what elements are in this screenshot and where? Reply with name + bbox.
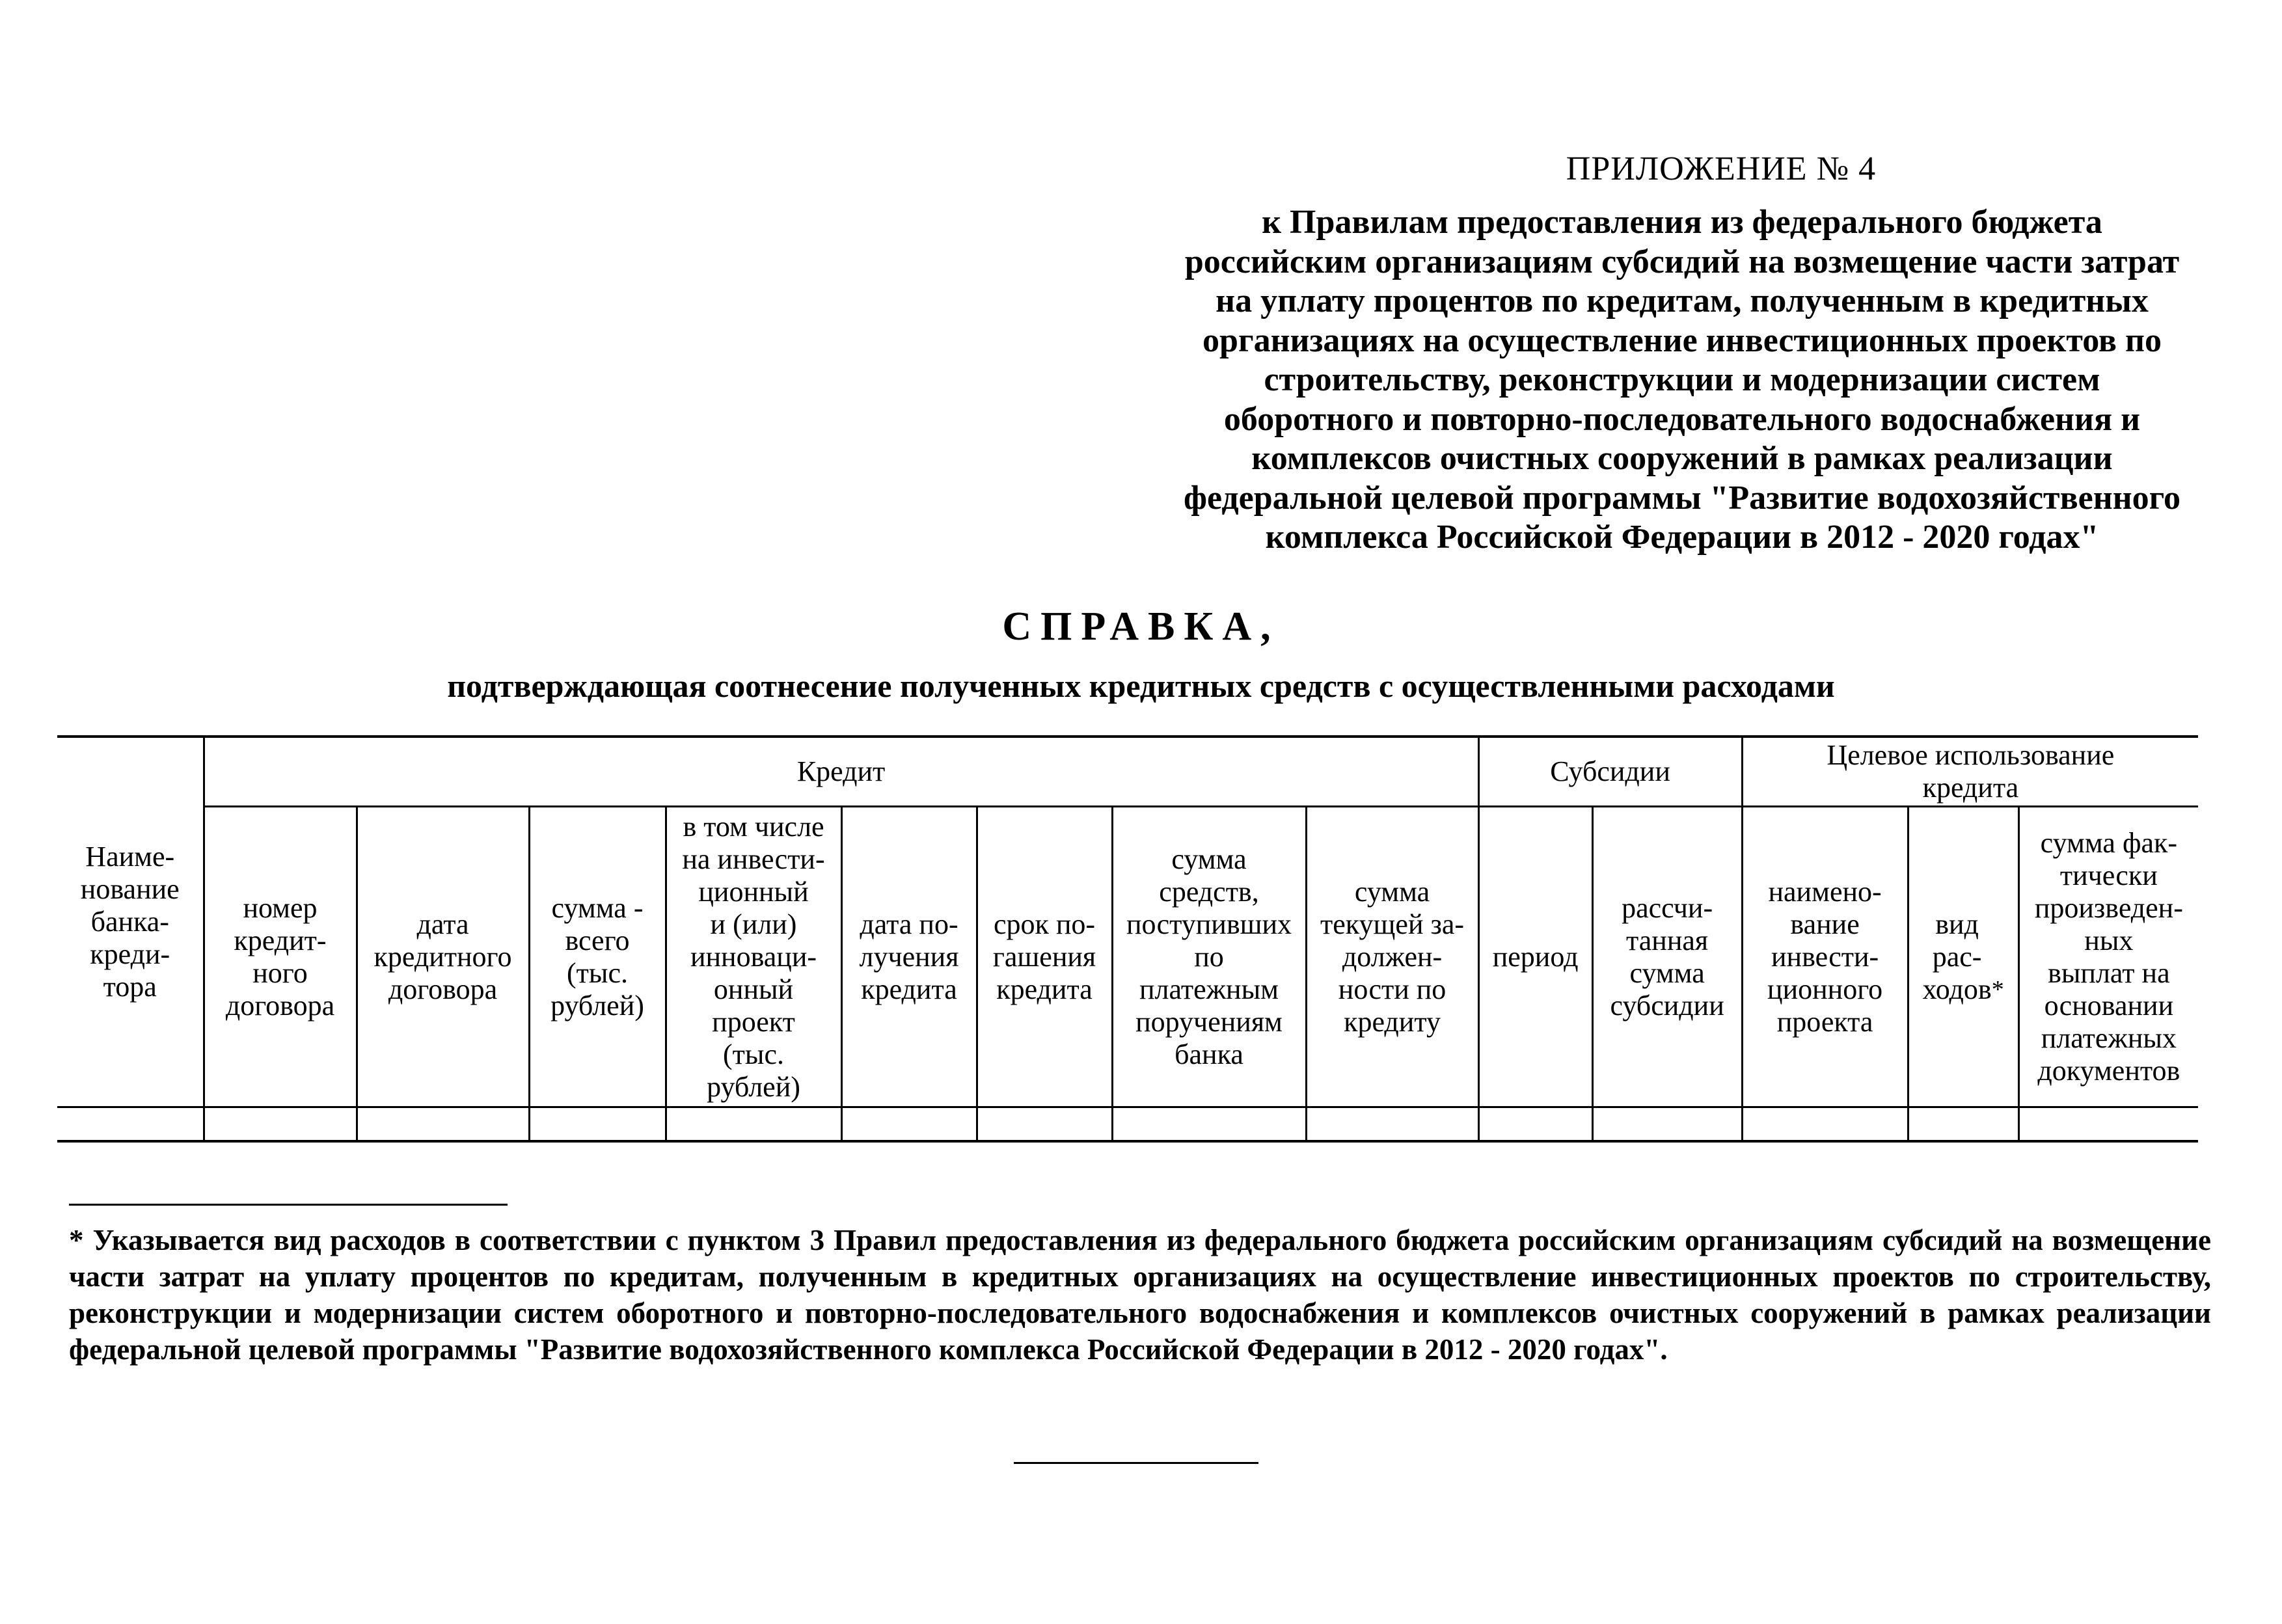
document-title: СПРАВКА, xyxy=(1002,604,1280,649)
header-credit-term xyxy=(977,807,1112,1107)
header-group-subsidy-label: Субсидии xyxy=(1550,755,1670,787)
table-subheader-row xyxy=(57,807,2198,1107)
header-group-usage-label: Целевое использование кредита xyxy=(1827,739,2115,804)
table-cell xyxy=(1908,1107,2018,1142)
header-credit-received-date xyxy=(841,807,977,1107)
table-cell xyxy=(1592,1107,1742,1142)
appendix-line: комплексов очистных сооружений в рамках реализации xyxy=(1251,440,2113,477)
table-cell xyxy=(2018,1107,2198,1142)
footnote-divider xyxy=(69,1204,508,1206)
header-subsidy-amount-label: рассчи- танная сумма субсидии xyxy=(1610,891,1724,1022)
credit-report-table xyxy=(57,735,2198,1143)
header-credit-number xyxy=(204,807,357,1107)
appendix-line: российским организациям субсидий на возмещение части затрат xyxy=(1184,243,2180,280)
header-credit-total xyxy=(529,807,666,1107)
footnote-mark: * xyxy=(1991,975,2004,1003)
header-credit-total-label: сумма - всего (тыс. рублей) xyxy=(550,891,644,1022)
header-credit-number-label: номер кредит- ного договора xyxy=(225,891,335,1022)
header-credit-date xyxy=(357,807,529,1107)
table-cell xyxy=(357,1107,529,1142)
header-subsidy-period-label: период xyxy=(1492,940,1579,973)
header-usage-payments-label: сумма фак- тически произведен- ных выплат на основании платежных документов xyxy=(2034,826,2183,1087)
header-credit-received-date-label: дата по- лучения кредита xyxy=(859,908,959,1005)
header-credit-debt xyxy=(1306,807,1478,1107)
table-cell xyxy=(666,1107,841,1142)
header-group-usage xyxy=(1742,737,2198,807)
appendix-line: к Правилам предоставления из федерального бюджета xyxy=(1262,204,2102,241)
header-subsidy-amount xyxy=(1592,807,1742,1107)
appendix-line: оборотного и повторно-последовательного водоснабжения и xyxy=(1223,400,2141,438)
table-cell xyxy=(841,1107,977,1142)
header-credit-funds-label: сумма средств, поступивших по платежным поручениям банка xyxy=(1126,843,1292,1070)
table-header-row xyxy=(57,737,2198,807)
table-cell xyxy=(1112,1107,1306,1142)
table-cell xyxy=(977,1107,1112,1142)
appendix-block xyxy=(1132,148,2232,558)
table-cell xyxy=(57,1107,204,1142)
header-usage-type xyxy=(1908,807,2018,1107)
table-cell xyxy=(204,1107,357,1142)
appendix-line: федеральной целевой программы "Развитие водохозяйственного xyxy=(1184,479,2180,517)
appendix-line: комплекса Российской Федерации в 2012 - 2020 годах" xyxy=(1265,519,2099,556)
header-credit-funds xyxy=(1112,807,1306,1107)
header-credit-invest-label: в том числе на инвести- ционный и (или) инноваци- онный проект (тыс. рублей) xyxy=(682,810,825,1103)
header-group-credit-label: Кредит xyxy=(796,755,886,787)
header-credit-invest xyxy=(666,807,841,1107)
table-row xyxy=(57,1107,2198,1142)
appendix-line: на уплату процентов по кредитам, полученным в кредитных xyxy=(1216,282,2149,319)
table-cell xyxy=(1742,1107,1908,1142)
appendix-title: ПРИЛОЖЕНИЕ № 4 xyxy=(1566,150,1877,187)
table-cell xyxy=(1306,1107,1478,1142)
header-usage-project-label: наимено- вание инвести- ционного проекта xyxy=(1767,875,1883,1038)
header-credit-date-label: дата кредитного договора xyxy=(374,908,512,1005)
footnote-text: * Указывается вид расходов в соответствии с пунктом 3 Правил предоставления из федерального бюджета российским организациям субсидий на возмещение части затрат на уплату процентов по кредитам, полученным в кредитных организациях на осуществление инвестиционных проектов по строительству, реконструкции и модернизации систем оборотного и повторно-последовательного водоснабжения и комплексов очистных сооружений в рамках реализации федеральной целевой программы "Развитие водохозяйственного комплекса Российской Федерации в 2012 - 2020 годах". xyxy=(69,1224,2211,1366)
header-usage-payments xyxy=(2018,807,2198,1107)
table-cell xyxy=(1478,1107,1592,1142)
header-bank-creditor-label: Наиме- нование банка- креди- тора xyxy=(80,841,180,1003)
header-credit-debt-label: сумма текущей за- должен- ности по кредиту xyxy=(1320,875,1465,1038)
document-subtitle: подтверждающая соотнесение полученных кредитных средств с осуществленными расходами xyxy=(447,668,1835,704)
header-bank-creditor xyxy=(57,737,204,1107)
end-divider xyxy=(1014,1462,1258,1464)
header-group-subsidy xyxy=(1478,737,1742,807)
header-group-credit xyxy=(204,737,1478,807)
header-usage-project xyxy=(1742,807,1908,1107)
appendix-line: строительству, реконструкции и модернизации систем xyxy=(1264,361,2100,398)
appendix-line: организациях на осуществление инвестиционных проектов по xyxy=(1202,321,2162,359)
table-cell xyxy=(529,1107,666,1142)
header-usage-type-label: вид рас- ходов xyxy=(1922,908,1992,1005)
header-subsidy-period xyxy=(1478,807,1592,1107)
header-credit-term-label: срок по- гашения кредита xyxy=(992,908,1096,1005)
